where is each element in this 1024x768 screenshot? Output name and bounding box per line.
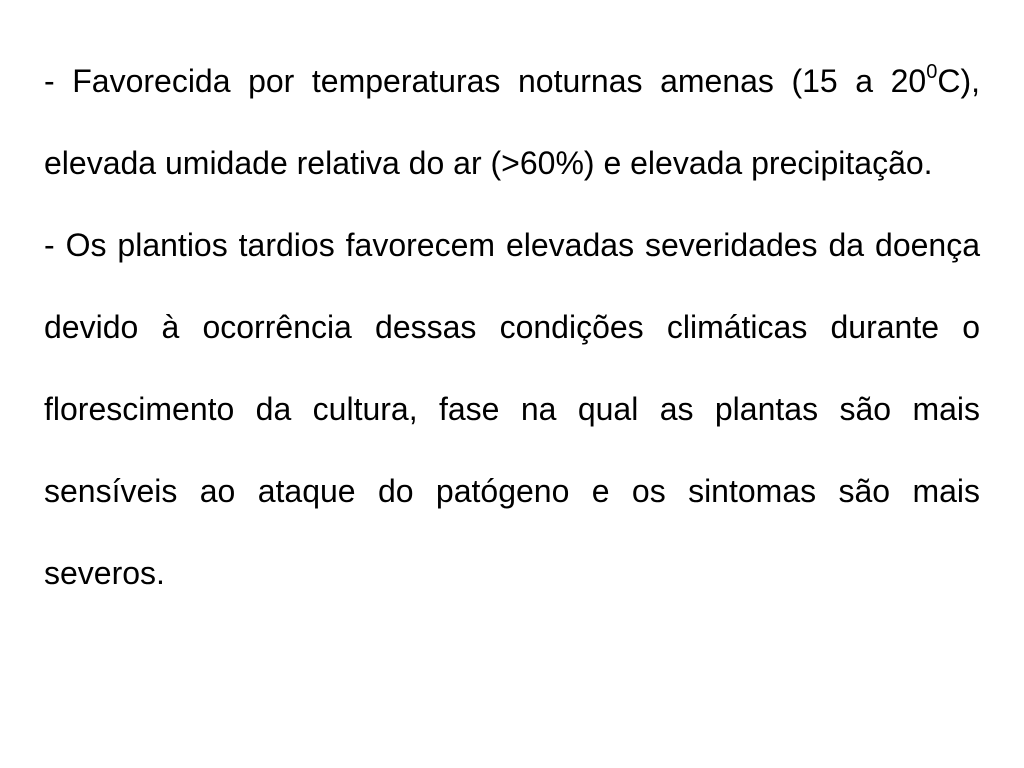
paragraph-text-part: Favorecida por temperaturas noturnas amenas (15 a 20	[72, 63, 927, 99]
paragraph-conditions	[44, 40, 980, 204]
slide-text-body	[44, 40, 980, 614]
paragraph-late-planting	[44, 204, 980, 614]
paragraph-text-part: C), elevada umidade relativa do ar (>60%) e elevada precipitação.	[44, 63, 981, 181]
bullet-dash: -	[44, 227, 55, 263]
bullet-dash: -	[44, 63, 55, 99]
degree-superscript: 0	[926, 61, 938, 84]
paragraph-text: Os plantios tardios favorecem elevadas severidades da doença devido à ocorrência dessas condições climáticas durante o florescimento da cultura, fase na qual as plantas são mais sensíveis ao ataque do patógeno e os sintomas são mais severos.	[44, 227, 980, 591]
